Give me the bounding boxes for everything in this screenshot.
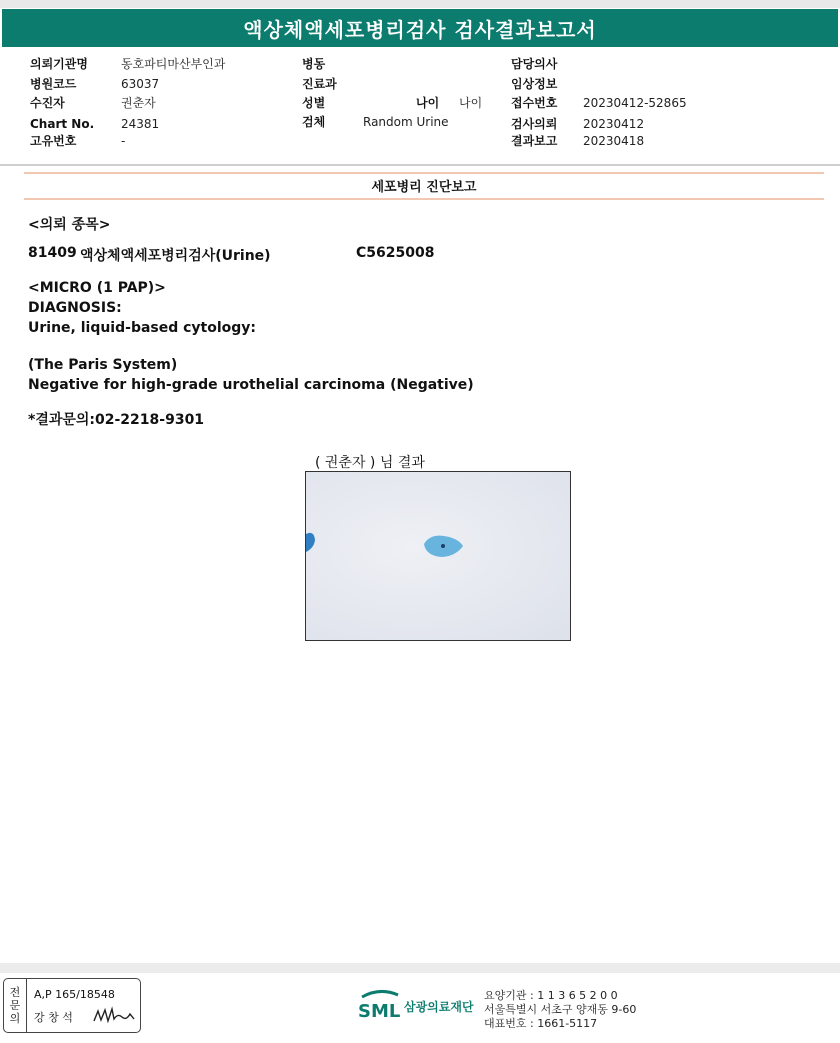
ap-number: A,P 165/18548 (34, 988, 115, 1001)
system-line: (The Paris System) (28, 357, 178, 373)
org-code: 요양기관 : 1 1 3 6 5 2 0 0 (484, 989, 618, 1002)
micro-heading: <MICRO (1 PAP)> (28, 280, 166, 296)
signature-box (3, 978, 141, 1033)
value-unique-no: - (121, 134, 126, 148)
footer-divider (0, 963, 840, 973)
doctor-name: 강 창 석 (34, 1011, 73, 1024)
value-report-date: 20230418 (583, 134, 645, 148)
item-code: 81409 (28, 245, 77, 261)
value-specimen: Random Urine (363, 115, 449, 129)
section-rule-top (24, 172, 824, 174)
cell-nucleus (441, 544, 445, 548)
report-title: 액상체액세포병리검사 검사결과보고서 (2, 9, 838, 47)
value-request-date: 20230412 (583, 117, 645, 131)
diagnosis-label: DIAGNOSIS: (28, 300, 122, 316)
label-accession-no: 접수번호 (511, 96, 558, 110)
label-patient: 수진자 (30, 96, 65, 110)
header-divider (0, 164, 840, 166)
result-line: Negative for high-grade urothelial carcinoma (Negative) (28, 377, 474, 393)
value-patient: 권춘자 (121, 96, 156, 110)
contact-line: *결과문의:02-2218-9301 (28, 412, 205, 428)
section-rule-bottom (24, 198, 824, 200)
specimen-line: Urine, liquid-based cytology: (28, 320, 257, 336)
label-sex: 성별 (302, 96, 326, 110)
label-clinical-info: 임상정보 (511, 77, 558, 91)
value-accession-no: 20230412-52865 (583, 96, 687, 110)
label-age: 나이 (416, 96, 440, 110)
value-hospital-code: 63037 (121, 77, 160, 91)
org-phone: 대표번호 : 1661-5117 (484, 1017, 598, 1030)
specialist-char-2: 문 (9, 999, 21, 1012)
label-chart-no: Chart No. (30, 117, 95, 131)
org-address: 서울특별시 서초구 양재동 9-60 (484, 1003, 637, 1016)
specialist-char-1: 전 (9, 986, 21, 999)
label-report-date: 결과보고 (511, 134, 558, 148)
label-ward: 병동 (302, 57, 326, 71)
label-request-date: 검사의뢰 (511, 117, 558, 131)
value-institution: 동호파티마산부인과 (121, 57, 226, 71)
value-age: 나이 (459, 96, 483, 110)
specialist-label (4, 979, 27, 1032)
org-name: 삼광의료재단 (404, 1000, 474, 1014)
top-border (0, 0, 840, 8)
item-name: 액상체액세포병리검사(Urine) (80, 248, 271, 264)
label-unique-no: 고유번호 (30, 134, 77, 148)
stained-cell-edge (306, 533, 315, 552)
signature-mark (92, 1005, 136, 1027)
cytology-stain-graphic (306, 472, 570, 640)
label-hospital-code: 병원코드 (30, 77, 77, 91)
item-id: C5625008 (356, 245, 435, 261)
label-specimen: 검체 (302, 115, 326, 129)
image-caption: ( 권춘자 ) 님 결과 (315, 455, 425, 471)
section-title: 세포병리 진단보고 (371, 180, 477, 195)
request-heading: <의뢰 종목> (28, 217, 111, 233)
specialist-char-3: 의 (9, 1012, 21, 1025)
label-doctor: 담당의사 (511, 57, 558, 71)
value-chart-no: 24381 (121, 117, 160, 131)
label-institution: 의뢰기관명 (30, 57, 88, 71)
sml-logo-text: SML (358, 1001, 401, 1022)
label-department: 진료과 (302, 77, 337, 91)
cytology-image (305, 471, 571, 641)
